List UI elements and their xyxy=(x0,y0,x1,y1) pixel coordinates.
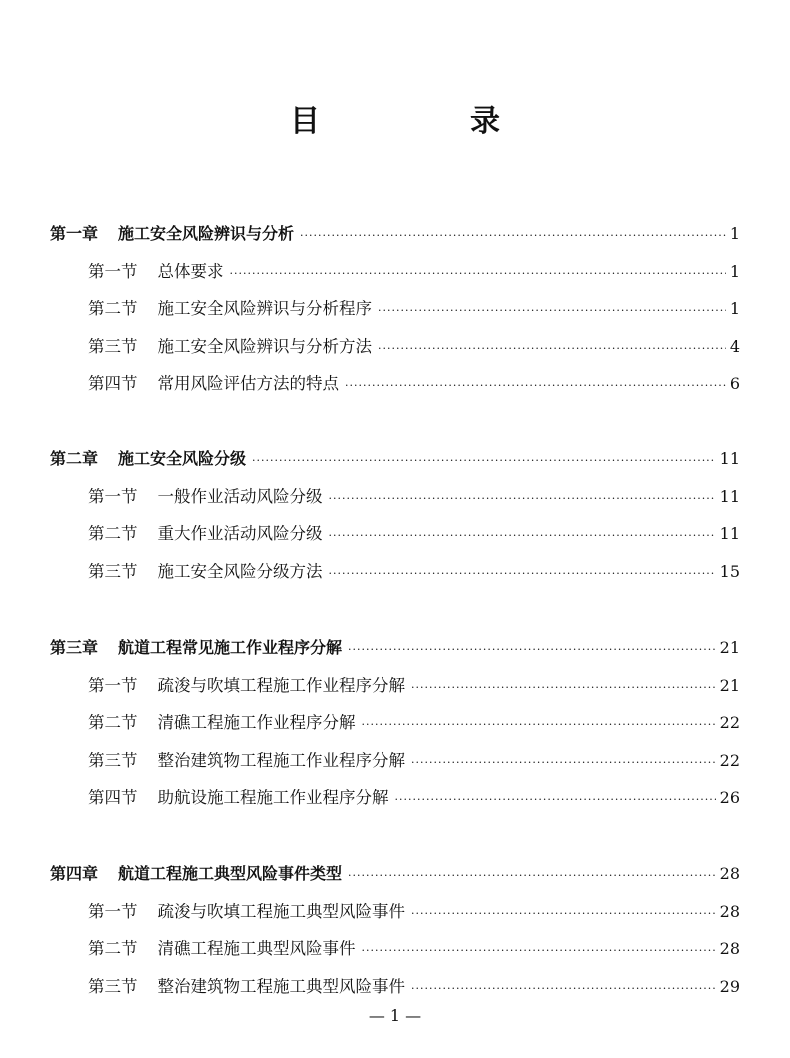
dot-leader xyxy=(348,638,716,662)
page-number-footer: — 1 — xyxy=(368,1006,422,1025)
dot-leader xyxy=(230,262,726,286)
toc-chapter-page: 21 xyxy=(719,638,740,657)
toc-section[interactable] xyxy=(88,749,740,775)
toc-section-number: 第三节 xyxy=(88,750,138,770)
toc-section[interactable] xyxy=(88,485,740,511)
toc-section-title: 施工安全风险辨识与分析方法 xyxy=(157,336,372,356)
toc-section-page: 11 xyxy=(719,524,740,543)
toc-section-title: 清礁工程施工典型风险事件 xyxy=(157,939,356,958)
toc-section[interactable] xyxy=(88,522,740,548)
toc-chapter[interactable] xyxy=(50,222,740,248)
toc-chapter-page: 28 xyxy=(719,864,740,883)
toc-section-page: 15 xyxy=(719,561,740,581)
toc-section-title: 清礁工程施工作业程序分解 xyxy=(157,713,356,732)
dot-leader xyxy=(329,487,716,511)
dot-leader xyxy=(378,337,726,361)
dot-leader xyxy=(395,788,716,812)
toc-section-page: 28 xyxy=(719,939,740,958)
toc-section-title: 疏浚与吹填工程施工典型风险事件 xyxy=(157,901,405,921)
toc-section-title: 助航设施工程施工作业程序分解 xyxy=(157,788,389,807)
toc-chapter-page: 1 xyxy=(729,224,740,243)
toc-section-page: 11 xyxy=(719,486,740,506)
toc-chapter-number: 第三章 xyxy=(50,638,99,657)
toc-section-number: 第二节 xyxy=(88,713,138,732)
dot-leader xyxy=(411,676,716,700)
toc-chapter-page: 11 xyxy=(719,449,740,468)
toc-section-page: 1 xyxy=(729,261,740,281)
toc-section-number: 第一节 xyxy=(88,486,138,506)
toc-section[interactable] xyxy=(88,297,740,323)
toc-chapter[interactable] xyxy=(50,447,740,473)
toc-section-title: 整治建筑物工程施工典型风险事件 xyxy=(157,976,405,996)
dot-leader xyxy=(345,374,726,398)
dot-leader xyxy=(362,713,716,737)
toc-section-page: 28 xyxy=(719,901,740,921)
toc-section-number: 第四节 xyxy=(88,374,138,393)
toc-section-number: 第三节 xyxy=(88,336,138,356)
toc-section[interactable] xyxy=(88,975,740,1001)
toc-section[interactable] xyxy=(88,674,740,700)
dot-leader xyxy=(252,449,716,473)
toc-section-title: 疏浚与吹填工程施工作业程序分解 xyxy=(157,675,405,695)
dot-leader xyxy=(411,751,716,775)
toc-section-title: 施工安全风险辨识与分析程序 xyxy=(157,299,372,318)
toc-section-page: 22 xyxy=(719,713,740,732)
toc-section-title: 常用风险评估方法的特点 xyxy=(157,374,339,393)
toc-section-number: 第二节 xyxy=(88,299,138,318)
toc-section[interactable] xyxy=(88,260,740,286)
toc-section-page: 4 xyxy=(729,336,740,356)
toc-section-number: 第二节 xyxy=(88,939,138,958)
dot-leader xyxy=(411,977,716,1001)
dot-leader xyxy=(348,864,716,888)
toc-section-title: 重大作业活动风险分级 xyxy=(157,524,323,543)
toc-section-number: 第一节 xyxy=(88,675,138,695)
toc-section-page: 26 xyxy=(719,788,740,807)
toc-chapter-title: 施工安全风险辨识与分析 xyxy=(118,224,295,243)
toc-section-number: 第三节 xyxy=(88,976,138,996)
toc-section[interactable] xyxy=(88,937,740,963)
dot-leader xyxy=(411,902,716,926)
toc-section[interactable] xyxy=(88,560,740,586)
toc-chapter-number: 第四章 xyxy=(50,864,99,883)
dot-leader xyxy=(329,524,716,548)
toc-chapter[interactable] xyxy=(50,862,740,888)
toc-section-title: 施工安全风险分级方法 xyxy=(157,561,323,581)
page-title: 目 录 xyxy=(290,104,560,139)
toc-chapter-title: 航道工程常见施工作业程序分解 xyxy=(118,638,343,657)
toc-chapter-title: 施工安全风险分级 xyxy=(118,449,247,468)
toc-section-page: 1 xyxy=(729,299,740,318)
dot-leader xyxy=(300,224,726,248)
toc-section-page: 21 xyxy=(719,675,740,695)
toc-section-number: 第三节 xyxy=(88,561,138,581)
toc-section-number: 第二节 xyxy=(88,524,138,543)
toc-section-number: 第一节 xyxy=(88,901,138,921)
toc-section[interactable] xyxy=(88,711,740,737)
toc-section-number: 第四节 xyxy=(88,788,138,807)
toc-section-page: 22 xyxy=(719,750,740,770)
toc-section-title: 一般作业活动风险分级 xyxy=(157,486,323,506)
toc-chapter-number: 第一章 xyxy=(50,224,99,243)
dot-leader xyxy=(378,299,726,323)
dot-leader xyxy=(362,939,716,963)
toc-section[interactable] xyxy=(88,900,740,926)
dot-leader xyxy=(329,562,716,586)
toc-section-title: 整治建筑物工程施工作业程序分解 xyxy=(157,750,405,770)
toc-section[interactable] xyxy=(88,372,740,398)
toc-section-page: 6 xyxy=(729,374,740,393)
toc-chapter-title: 航道工程施工典型风险事件类型 xyxy=(118,864,343,883)
toc-section[interactable] xyxy=(88,786,740,812)
toc-section-title: 总体要求 xyxy=(157,261,224,281)
toc-chapter-number: 第二章 xyxy=(50,449,99,468)
toc-chapter[interactable] xyxy=(50,636,740,662)
toc-section-number: 第一节 xyxy=(88,261,138,281)
toc-section[interactable] xyxy=(88,335,740,361)
toc-section-page: 29 xyxy=(719,976,740,996)
